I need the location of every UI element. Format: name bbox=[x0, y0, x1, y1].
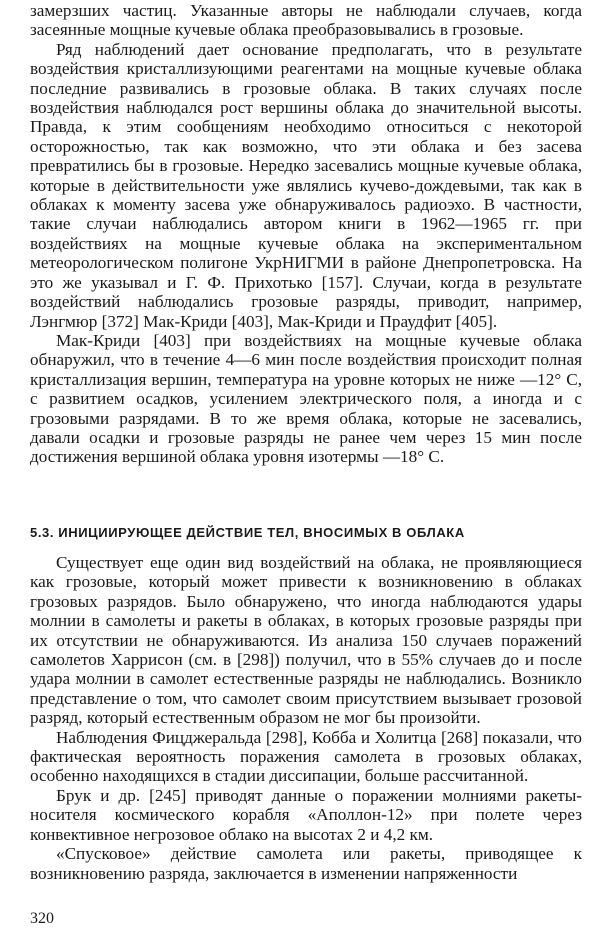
paragraph-2: Ряд наблюдений дает основание предполагать, что в результате воздействия кристаллизующими реагентами на мощные кучевые облака последние развивались в грозовые облака. В таких случаях после воздействия наблюдался рост вершины облака до значительной высоты. Правда, к этим сообщениям необходимо относиться с некоторой осторожностью, так как возможно, что эти облака и без засева превратились бы в грозовые. Нередко засевались мощные кучевые облака, которые в действительности уже являлись кучево-дождевыми, так как в облаках к моменту засева уже обнаруживалось радиоэхо. В частности, такие случаи наблюдались автором книги в 1962—1965 гг. при воздействиях на мощные кучевые облака на экспериментальном метеорологическом полигоне УкрНИГМИ в районе Днепропетровска. На это же указывал и Г. Ф. Прихотько [157]. Случаи, когда в результате воздействий наблюдались грозовые разряды, приводит, например, Лэнгмюр [372] Мак-Криди [403], Мак-Криди и Праудфит [405]. bbox=[30, 39, 582, 331]
paragraph-7: «Спусковое» действие самолета или ракеты, приводящее к возникновению разряда, заключается в изменении напряженности bbox=[30, 844, 582, 883]
section-heading: 5.3. ИНИЦИИРУЮЩЕЕ ДЕЙСТВИЕ ТЕЛ, ВНОСИМЫХ В ОБЛАКА bbox=[30, 525, 465, 540]
text-block-bottom bbox=[30, 553, 582, 883]
page-number: 320 bbox=[30, 910, 54, 927]
paragraph-1: замерзших частиц. Указанные авторы не наблюдали случаев, когда засеянные мощные кучевые облака преобразовывались в грозовые. bbox=[30, 1, 582, 40]
text-block-top bbox=[30, 1, 582, 467]
paragraph-5: Наблюдения Фицджеральда [298], Кобба и Холитца [268] показали, что фактическая вероятность поражения самолета в грозовых облаках, особенно находящихся в стадии диссипации, больше рассчитанной. bbox=[30, 727, 582, 786]
paragraph-6: Брук и др. [245] приводят данные о поражении молниями ракеты-носителя космического корабля «Аполлон-12» при полете через конвективное негрозовое облако на высотах 2 и 4,2 км. bbox=[30, 785, 582, 844]
paragraph-4: Существует еще один вид воздействий на облака, не проявляющиеся как грозовые, который может привести к возникновению в облаках грозовых разрядов. Было обнаружено, что иногда наблюдаются удары молнии в самолеты и ракеты в облаках, в которых грозовые разряды при их отсутствии не обнаруживаются. Из анализа 150 случаев поражений самолетов Харрисон (см. в [298]) получил, что в 55% случаев до и после удара молнии в самолет естественные разряды не наблюдались. Возникло представление о том, что самолет своим присутствием вызывает грозовой разряд, который естественным образом не мог бы произойти. bbox=[30, 553, 582, 728]
paragraph-3: Мак-Криди [403] при воздействиях на мощные кучевые облака обнаружил, что в течение 4—6 мин после воздействия происходит полная кристаллизация вершин, температура на уровне которых не ниже —12° С, с развитием осадков, усилением электрического поля, а иногда и с грозовыми разрядами. В то же время облака, которые не засевались, давали осадки и грозовые разряды не ранее чем через 15 мин после достижения вершиной облака уровня изотермы —18° С. bbox=[30, 330, 582, 467]
